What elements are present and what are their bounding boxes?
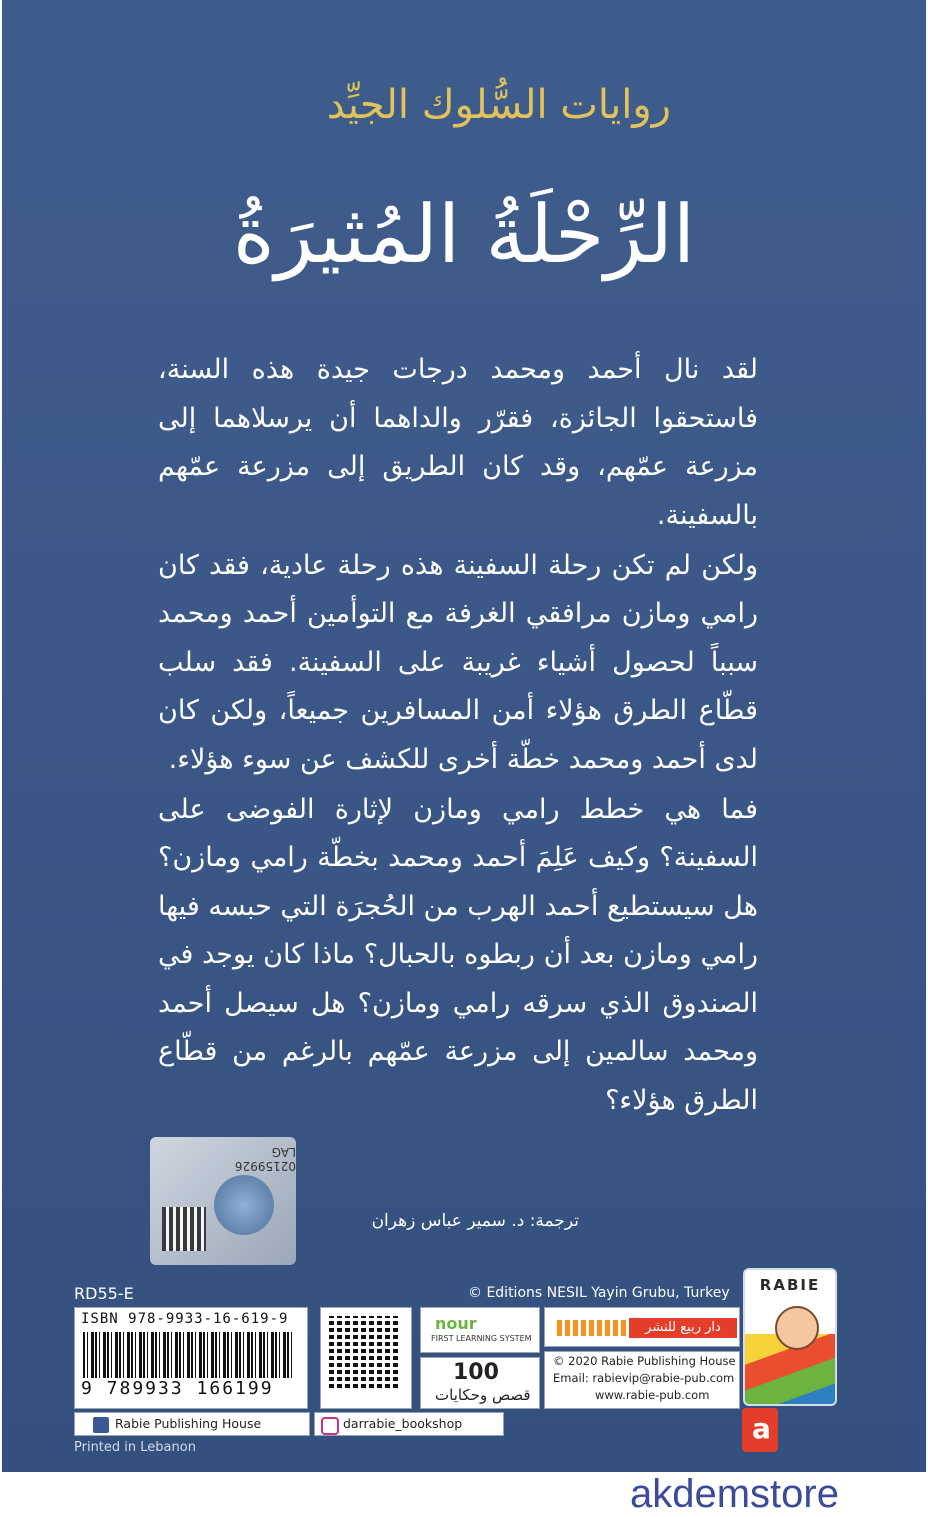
sticker-code: 02159926 LAG <box>234 1145 296 1173</box>
isbn-label: ISBN 978-9933-16-619-9 <box>81 1311 289 1327</box>
facebook-box[interactable] <box>74 1412 310 1436</box>
blurb-paragraph-1: لقد نال أحمد ومحمد درجات جيدة هذه السنة، فاستحقوا الجائزة، فقرّر والداهما أن يرسلاهما إلى مزرعة عمّهم، وقد كان الطريق إلى مزرعة عمّهم بالسفينة. <box>158 354 758 531</box>
instagram-box[interactable] <box>314 1412 504 1436</box>
hundred-subtitle: قصص وحكايات <box>435 1386 531 1404</box>
product-code: RD55-E <box>74 1284 134 1303</box>
instagram-icon <box>321 1417 339 1435</box>
instagram-handle: darrabie_bookshop <box>343 1416 463 1431</box>
rabie-logo <box>743 1268 837 1406</box>
email-text[interactable]: Email: rabievip@rabie-pub.com <box>553 1371 735 1385</box>
barcode-number: 9 789933 166199 <box>81 1378 274 1399</box>
dar-rabie-label: دار ربيع للنشر <box>629 1318 737 1338</box>
nesil-copyright: © Editions NESIL Yayin Grubu, Turkey <box>468 1285 730 1301</box>
blurb-paragraph-3: فما هي خطط رامي ومازن لإثارة الفوضى على السفينة؟ وكيف عَلِمَ أحمد ومحمد بخطّة رامي ومازن؟ هل سيستطيع أحمد الهرب من الحُجرَة التي حبسه فيها رامي ومازن بعد أن ربطوه بالحبال؟ ماذا كان يوجد في الصندوق الذي سرقه رامي ومازن؟ هل سيصل أحمد ومحمد سالمين إلى مزرعة عمّهم بالرغم من قطّاع الطرق هؤلاء؟ <box>158 793 758 1116</box>
barcode-icon <box>83 1332 295 1378</box>
blurb <box>158 346 758 1127</box>
qr-code-box <box>320 1307 412 1409</box>
printed-in: Printed in Lebanon <box>74 1440 196 1455</box>
hundred-stories-logo <box>420 1357 540 1409</box>
security-sticker <box>150 1137 296 1265</box>
shopping-bag-icon <box>742 1408 778 1452</box>
book-title: الرِّحْلَةُ المُثيرَةُ <box>232 188 696 281</box>
translator-credit: ترجمة: د. سمير عباس زهران <box>371 1211 579 1231</box>
rabie-logo-text: RABIE <box>759 1276 821 1294</box>
series-title: روايات السُّلوك الجيِّد <box>326 82 671 128</box>
dar-rabie-banner <box>544 1307 740 1347</box>
isbn-barcode <box>74 1307 308 1409</box>
website-link[interactable]: www.rabie-pub.com <box>595 1388 710 1402</box>
facebook-page: Rabie Publishing House <box>115 1416 262 1431</box>
sticker-qr-icon <box>162 1207 206 1251</box>
rabie-copyright: © 2020 Rabie Publishing House <box>553 1354 736 1368</box>
back-cover <box>2 0 926 1472</box>
stripes-decoration <box>557 1320 627 1336</box>
rabie-contact-box <box>544 1351 740 1409</box>
hundred-number: 100 <box>453 1360 499 1385</box>
nour-logo <box>420 1307 540 1353</box>
store-watermark: akdemstore <box>630 1472 839 1516</box>
first-learning-text: FIRST LEARNING SYSTEM <box>431 1334 532 1343</box>
nour-text: nour <box>435 1314 477 1333</box>
blurb-paragraph-2: ولكن لم تكن رحلة السفينة هذه رحلة عادية، فقد كان رامي ومازن مرافقي الغرفة مع التوأمين أحمد ومحمد سبباً لحصول أشياء غريبة على السفينة. فقد سلب قطّاع الطرق هؤلاء أمن المسافرين جميعاً، ولكن كان لدى أحمد ومحمد خطّة أخرى للكشف عن سوء هؤلاء. <box>158 549 758 775</box>
facebook-icon <box>93 1417 109 1433</box>
hologram-icon <box>214 1175 274 1235</box>
qr-code-icon <box>329 1316 401 1388</box>
mascot-icon <box>775 1306 819 1350</box>
